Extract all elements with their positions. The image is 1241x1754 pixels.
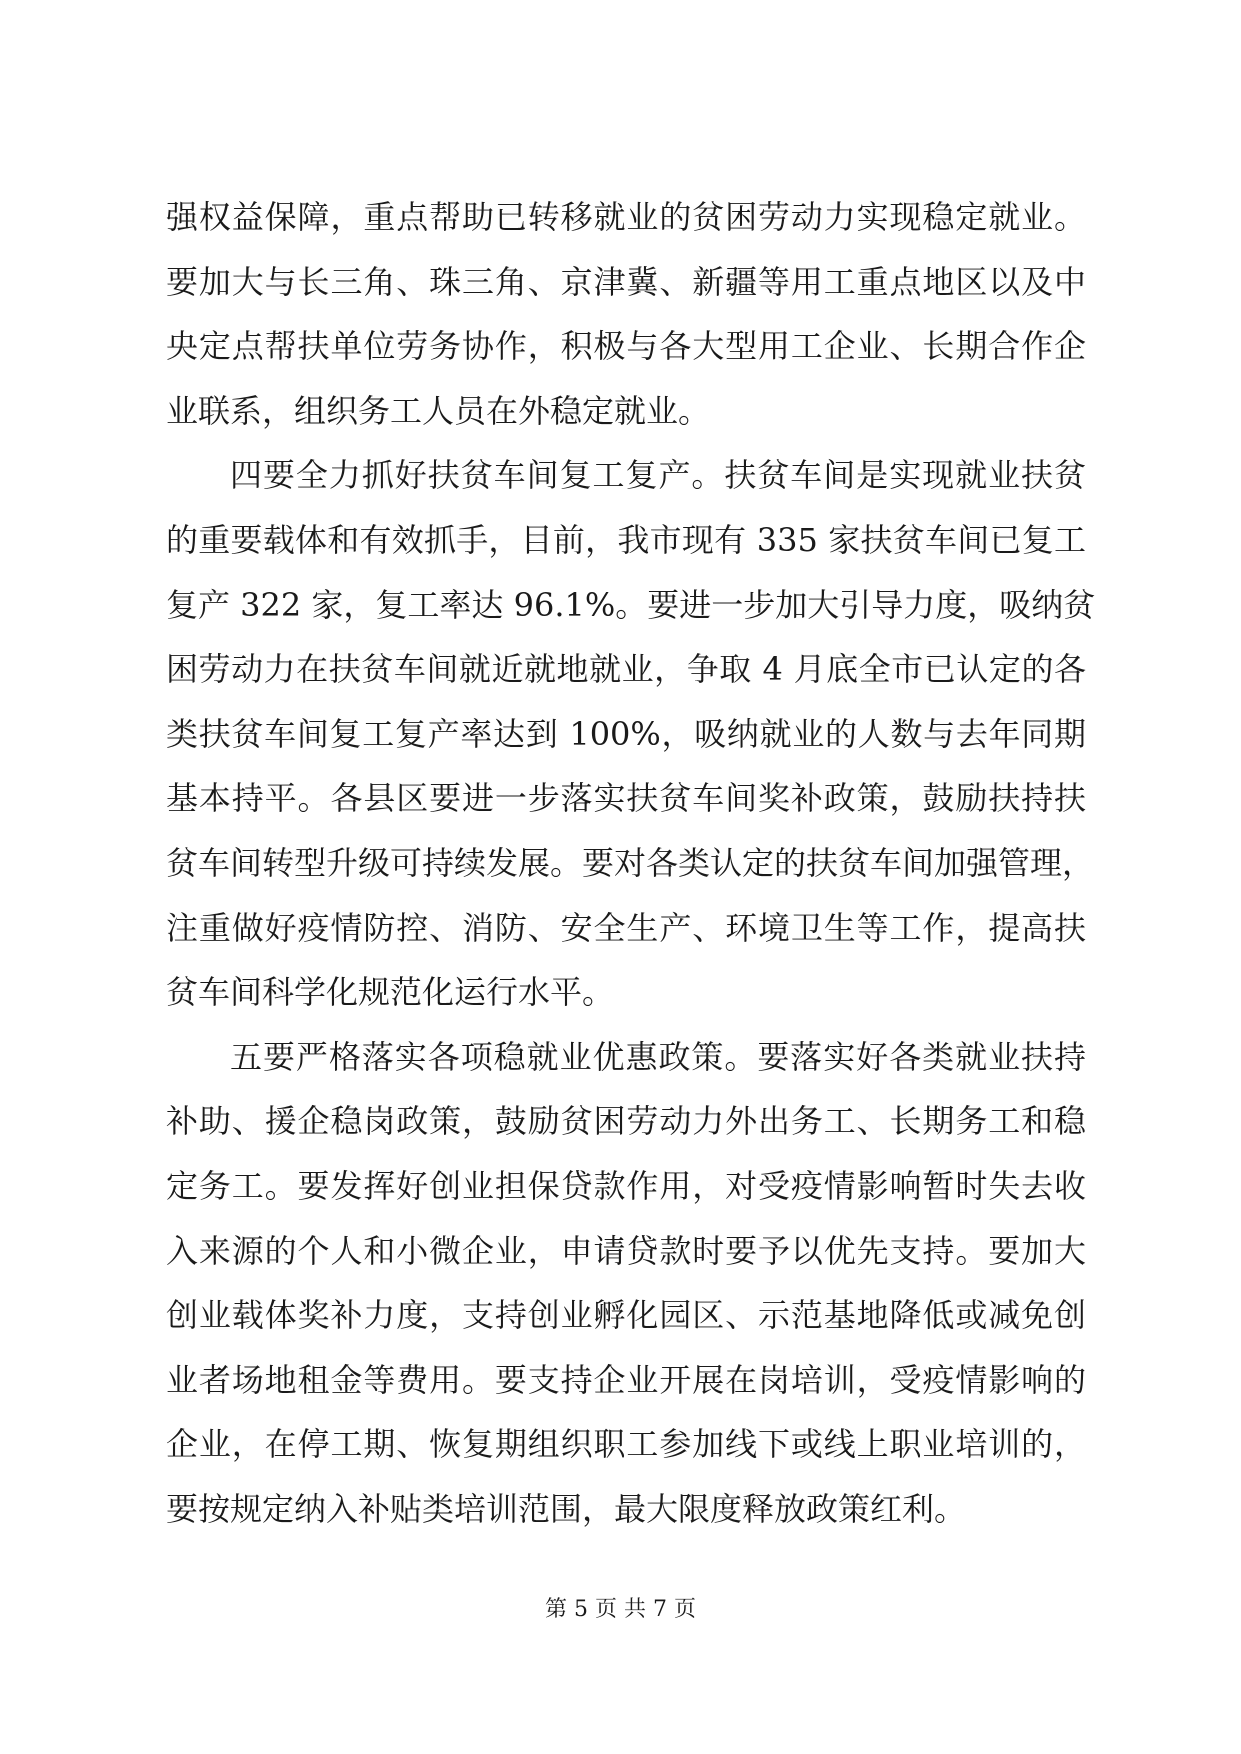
paragraph <box>166 1025 1086 1542</box>
text-line: 央定点帮扶单位劳务协作，积极与各大型用工企业、长期合作企 <box>166 327 1086 366</box>
text-line: 企业，在停工期、恢复期组织职工参加线下或线上职业培训的， <box>166 1425 1086 1464</box>
text-line: 入来源的个人和小微企业，申请贷款时要予以优先支持。要加大 <box>166 1231 1086 1270</box>
text-line: 贫车间转型升级可持续发展。要对各类认定的扶贫车间加强管理， <box>166 843 1095 882</box>
text-line: 的重要载体和有效抓手，目前，我市现有 335 家扶贫车间已复工 <box>166 520 1086 559</box>
paragraph <box>166 443 1096 1024</box>
text-line: 基本持平。各县区要进一步落实扶贫车间奖补政策，鼓励扶持扶 <box>166 779 1086 818</box>
text-line: 定务工。要发挥好创业担保贷款作用，对受疫情影响暂时失去收 <box>166 1166 1086 1205</box>
text-line: 贫车间科学化规范化运行水平。 <box>166 973 615 1012</box>
text-line: 注重做好疫情防控、消防、安全生产、环境卫生等工作，提高扶 <box>166 908 1086 947</box>
text-line: 要按规定纳入补贴类培训范围，最大限度释放政策红利。 <box>166 1489 967 1528</box>
paragraph <box>166 185 1086 443</box>
text-line: 困劳动力在扶贫车间就近就地就业，争取 4 月底全市已认定的各 <box>166 650 1086 689</box>
body-text <box>166 185 1096 1541</box>
text-line: 类扶贫车间复工复产率达到 100%，吸纳就业的人数与去年同期 <box>166 714 1086 753</box>
text-line: 业者场地租金等费用。要支持企业开展在岗培训，受疫情影响的 <box>166 1360 1086 1399</box>
page-number-footer: 第 5 页 共 7 页 <box>545 1597 696 1622</box>
text-line: 业联系，组织务工人员在外稳定就业。 <box>166 391 711 430</box>
text-line: 强权益保障，重点帮助已转移就业的贫困劳动力实现稳定就业。 <box>166 198 1086 236</box>
text-line: 四要全力抓好扶贫车间复工复产。扶贫车间是实现就业扶贫 <box>230 456 1086 495</box>
text-line: 复产 322 家，复工率达 96.1%。要进一步加大引导力度，吸纳贫 <box>166 585 1096 624</box>
text-line: 五要严格落实各项稳就业优惠政策。要落实好各类就业扶持 <box>230 1037 1086 1076</box>
text-line: 补助、援企稳岗政策，鼓励贫困劳动力外出务工、长期务工和稳 <box>166 1102 1086 1141</box>
text-line: 创业载体奖补力度，支持创业孵化园区、示范基地降低或减免创 <box>166 1296 1086 1335</box>
text-line: 要加大与长三角、珠三角、京津冀、新疆等用工重点地区以及中 <box>166 262 1086 301</box>
